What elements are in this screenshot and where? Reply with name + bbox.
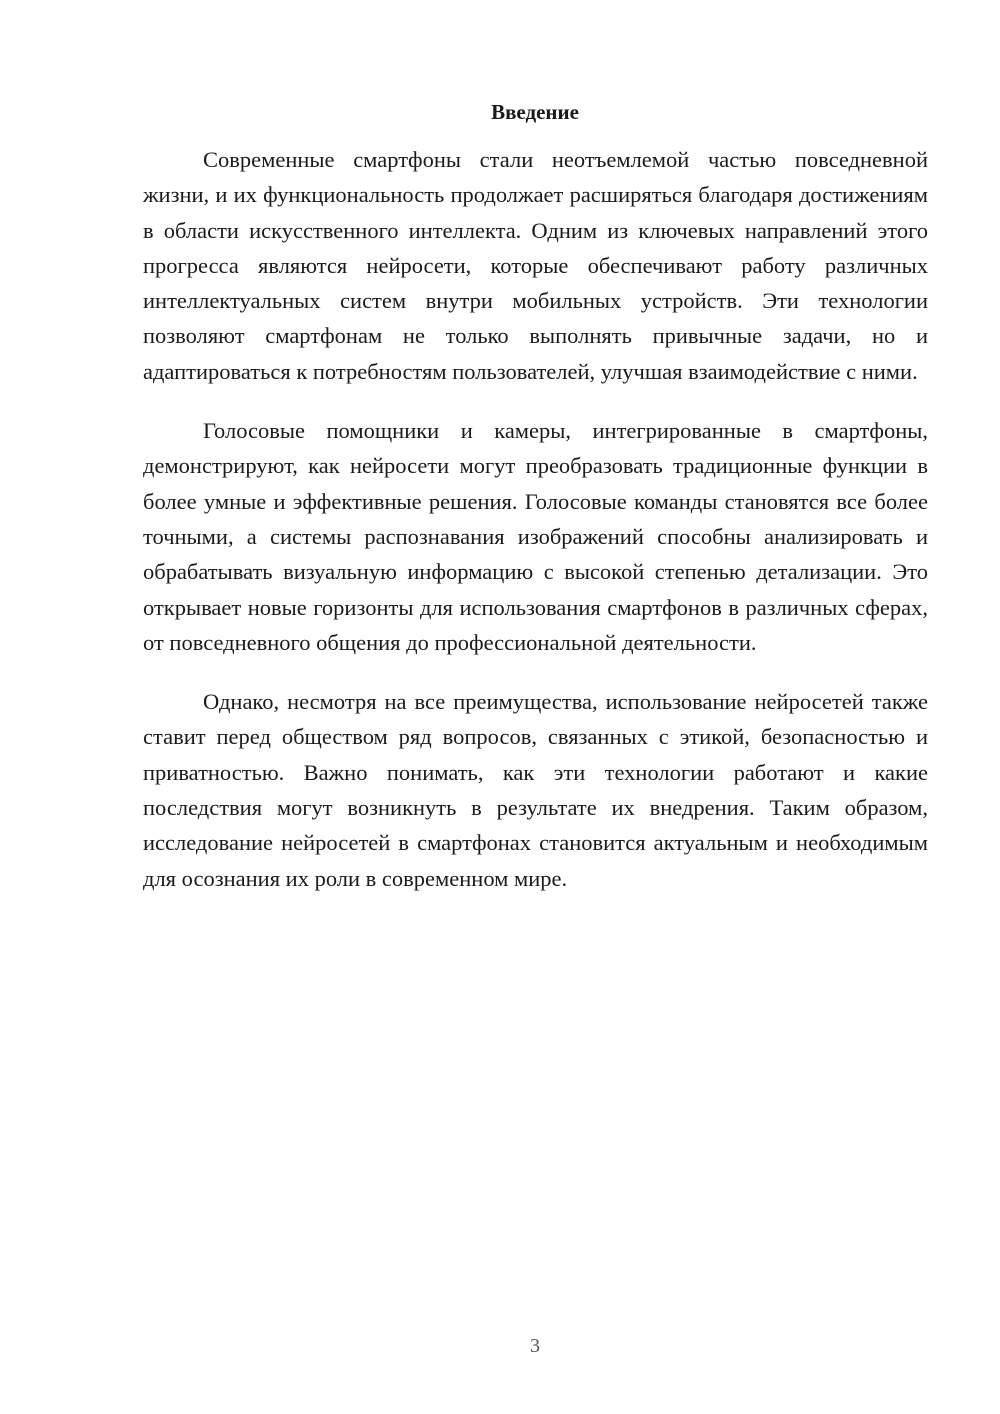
paragraph-2: Голосовые помощники и камеры, интегрированные в смартфоны, демонстрируют, как нейросети могут преобразовать традиционные функции в более умные и эффективные решения. Голосовые команды становятся все более точными, а системы распознавания изображений способны анализировать и обрабатывать визуальную информацию с высокой степенью детализации. Это открывает новые горизонты для использования смартфонов в различных сферах, от повседневного общения до профессиональной деятельности. [143,418,928,655]
body-text [143,142,928,920]
paragraph-1: Современные смартфоны стали неотъемлемой частью повседневной жизни, и их функциональность продолжает расширяться благодаря достижениям в области искусственного интеллекта. Одним из ключевых направлений этого прогресса являются нейросети, которые обеспечивают работу различных интеллектуальных систем внутри мобильных устройств. Эти технологии позволяют смартфонам не только выполнять привычные задачи, но и адаптироваться к потребностям пользователей, улучшая взаимодействие с ними. [143,147,928,384]
page-number: 3 [530,1335,540,1357]
section-title: Введение [491,100,579,124]
paragraph-3: Однако, несмотря на все преимущества, использование нейросетей также ставит перед обществом ряд вопросов, связанных с этикой, безопасностью и приватностью. Важно понимать, как эти технологии работают и какие последствия могут возникнуть в результате их внедрения. Таким образом, исследование нейросетей в смартфонах становится актуальным и необходимым для осознания их роли в современном мире. [143,689,928,891]
